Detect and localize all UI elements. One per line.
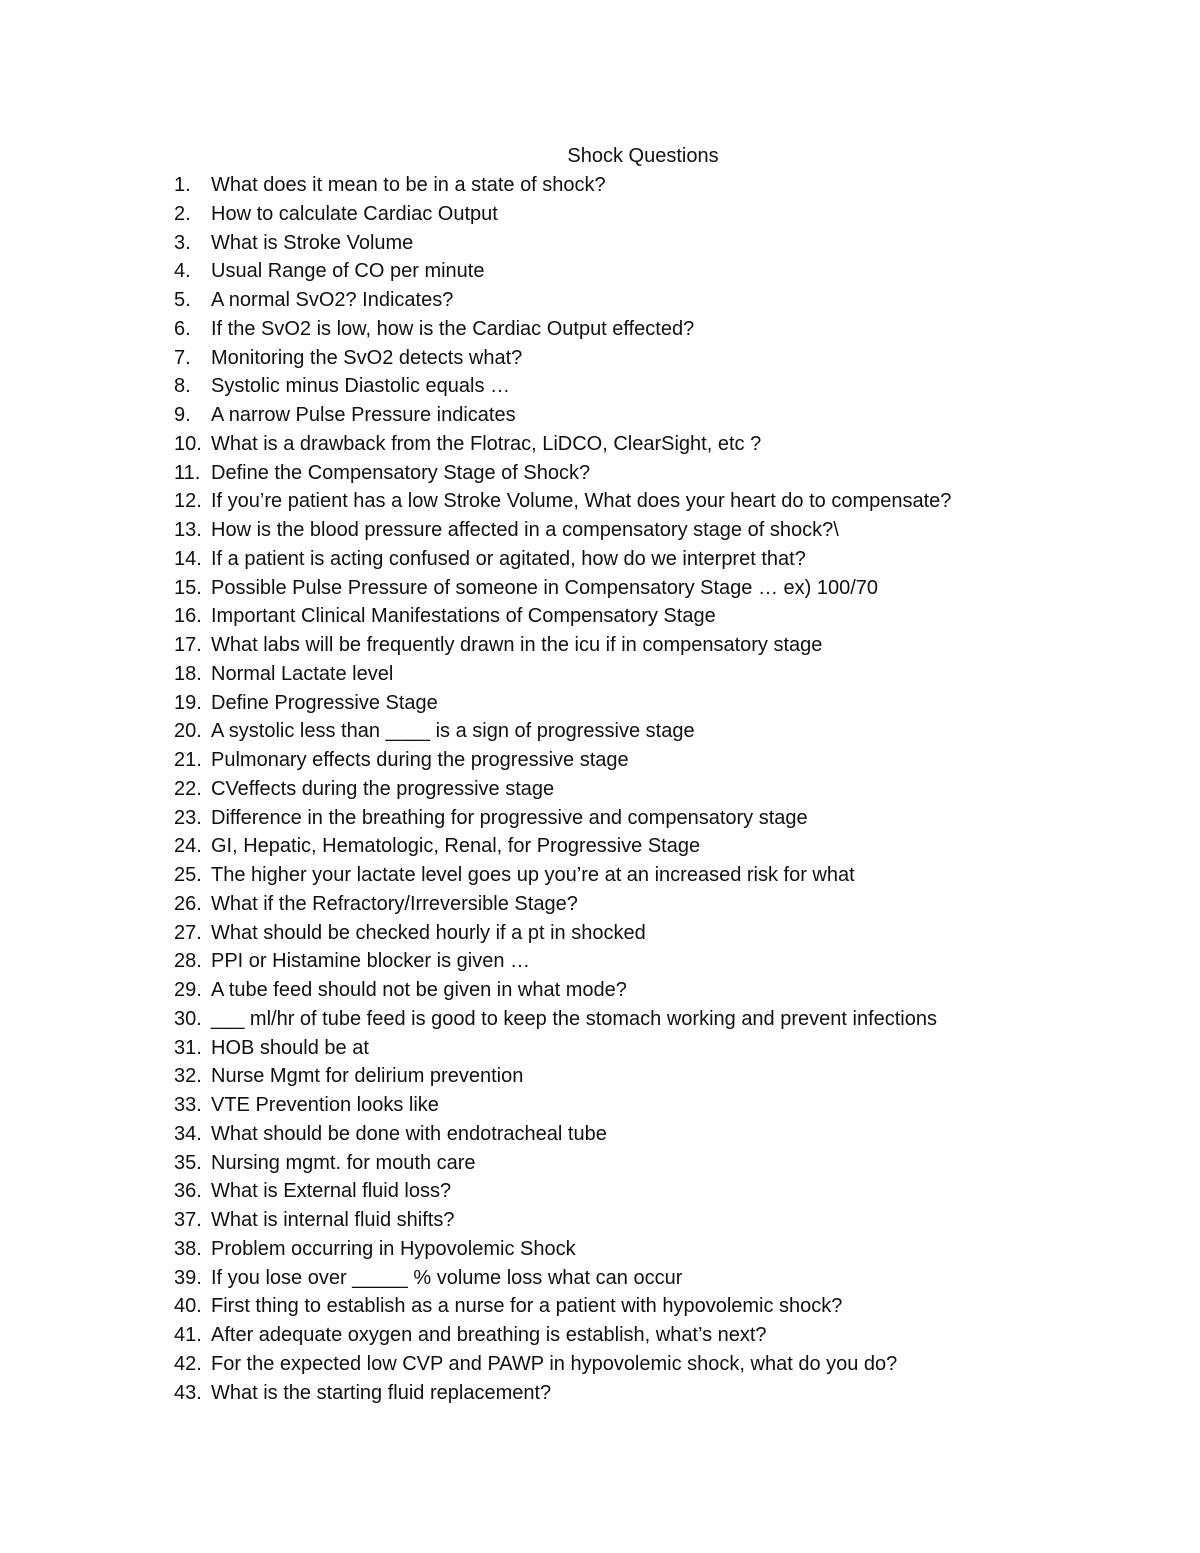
question-text: How is the blood pressure affected in a compensatory stage of shock?\ xyxy=(211,519,839,541)
question-text: Difference in the breathing for progressive and compensatory stage xyxy=(211,806,808,829)
question-item xyxy=(174,516,1174,545)
question-text: Possible Pulse Pressure of someone in Compensatory Stage … ex) 100/70 xyxy=(211,576,879,599)
question-item xyxy=(174,804,1174,833)
question-number: 36. xyxy=(174,1180,202,1203)
question-text: Important Clinical Manifestations of Compensatory Stage xyxy=(211,605,716,628)
question-item xyxy=(174,861,1174,890)
question-text: What labs will be frequently drawn in the icu if in compensatory stage xyxy=(211,634,823,656)
question-item xyxy=(174,1034,1174,1063)
question-text: Nursing mgmt. for mouth care xyxy=(211,1151,476,1174)
question-text: If you’re patient has a low Stroke Volume, What does your heart do to compensate? xyxy=(211,490,952,513)
question-item xyxy=(174,487,1174,516)
question-number: 12. xyxy=(174,490,202,513)
question-number: 26. xyxy=(174,892,202,915)
question-item xyxy=(174,229,1174,258)
question-number: 3. xyxy=(174,231,191,254)
question-text: After adequate oxygen and breathing is establish, what’s next? xyxy=(211,1324,767,1346)
question-number: 25. xyxy=(174,864,202,886)
question-number: 21. xyxy=(174,749,202,771)
question-number: 2. xyxy=(174,202,191,225)
question-number: 4. xyxy=(174,260,191,283)
question-item xyxy=(174,689,1174,718)
question-text: Pulmonary effects during the progressive stage xyxy=(211,749,629,771)
question-number: 14. xyxy=(174,547,202,570)
question-text: What should be done with endotracheal tube xyxy=(211,1122,607,1145)
question-item xyxy=(174,1005,1174,1034)
question-text: What is External fluid loss? xyxy=(211,1180,452,1203)
question-text: A tube feed should not be given in what mode? xyxy=(211,979,627,1001)
question-item xyxy=(174,430,1174,459)
question-text: Monitoring the SvO2 detects what? xyxy=(211,346,523,369)
question-number: 35. xyxy=(174,1151,202,1174)
question-item xyxy=(174,574,1174,603)
question-number: 17. xyxy=(174,634,202,656)
question-number: 7. xyxy=(174,346,191,369)
question-text: If the SvO2 is low, how is the Cardiac Output effected? xyxy=(211,317,695,340)
question-number: 30. xyxy=(174,1007,202,1030)
question-text: CVeffects during the progressive stage xyxy=(211,777,555,800)
question-text: What is a drawback from the Flotrac, LiDCO, ClearSight, etc ? xyxy=(211,432,762,455)
question-item xyxy=(174,1149,1174,1178)
question-item xyxy=(174,257,1174,286)
question-item xyxy=(174,545,1174,574)
question-item xyxy=(174,200,1174,229)
question-item xyxy=(174,344,1174,373)
question-item xyxy=(174,459,1174,488)
question-item xyxy=(174,660,1174,689)
question-text: Define the Compensatory Stage of Shock? xyxy=(211,461,591,484)
question-number: 38. xyxy=(174,1237,202,1260)
question-number: 9. xyxy=(174,404,191,426)
question-text: What is Stroke Volume xyxy=(211,231,414,254)
question-text: First thing to establish as a nurse for a patient with hypovolemic shock? xyxy=(211,1295,843,1318)
question-number: 29. xyxy=(174,979,202,1001)
question-item xyxy=(174,1379,1174,1408)
question-item xyxy=(174,1350,1174,1379)
question-text: HOB should be at xyxy=(211,1036,369,1059)
question-number: 34. xyxy=(174,1122,202,1145)
question-number: 15. xyxy=(174,576,202,599)
question-item xyxy=(174,631,1174,660)
question-number: 6. xyxy=(174,317,191,340)
question-number: 37. xyxy=(174,1209,202,1231)
question-item xyxy=(174,1264,1174,1293)
question-number: 32. xyxy=(174,1065,202,1088)
question-item xyxy=(174,1321,1174,1350)
question-text: Systolic minus Diastolic equals … xyxy=(211,375,510,398)
question-text: If a patient is acting confused or agitated, how do we interpret that? xyxy=(211,547,806,570)
question-text: VTE Prevention looks like xyxy=(211,1094,439,1116)
question-text: ___ ml/hr of tube feed is good to keep the stomach working and prevent infections xyxy=(211,1007,937,1030)
question-number: 28. xyxy=(174,950,202,973)
question-text: What should be checked hourly if a pt in shocked xyxy=(211,921,646,944)
page-title: Shock Questions xyxy=(567,145,719,167)
question-item xyxy=(174,1062,1174,1091)
question-item xyxy=(174,832,1174,861)
question-number: 13. xyxy=(174,519,202,541)
question-text: A normal SvO2? Indicates? xyxy=(211,289,454,311)
question-item xyxy=(174,286,1174,315)
question-number: 20. xyxy=(174,720,202,743)
question-number: 22. xyxy=(174,777,202,800)
question-text: Normal Lactate level xyxy=(211,662,394,685)
question-item xyxy=(174,890,1174,919)
question-text: Problem occurring in Hypovolemic Shock xyxy=(211,1237,576,1260)
question-item xyxy=(174,401,1174,430)
question-text: How to calculate Cardiac Output xyxy=(211,202,498,225)
question-item xyxy=(174,947,1174,976)
question-item xyxy=(174,717,1174,746)
question-text: If you lose over _____ % volume loss what can occur xyxy=(211,1266,683,1289)
question-number: 27. xyxy=(174,921,202,944)
question-item xyxy=(174,1177,1174,1206)
question-text: PPI or Histamine blocker is given … xyxy=(211,950,531,973)
question-number: 10. xyxy=(174,432,202,455)
question-number: 5. xyxy=(174,289,191,311)
question-number: 42. xyxy=(174,1352,202,1375)
question-number: 16. xyxy=(174,605,202,628)
question-text: The higher your lactate level goes up you’re at an increased risk for what xyxy=(211,864,855,886)
question-item xyxy=(174,775,1174,804)
question-number: 18. xyxy=(174,662,202,685)
question-number: 8. xyxy=(174,375,191,398)
question-text: What if the Refractory/Irreversible Stage? xyxy=(211,892,578,915)
question-text: A narrow Pulse Pressure indicates xyxy=(211,404,516,426)
question-text: What is internal fluid shifts? xyxy=(211,1209,455,1231)
question-number: 33. xyxy=(174,1094,202,1116)
question-item xyxy=(174,602,1174,631)
question-text: A systolic less than ____ is a sign of progressive stage xyxy=(211,720,695,743)
question-text: Usual Range of CO per minute xyxy=(211,260,485,283)
question-list xyxy=(174,171,1174,1407)
question-text: For the expected low CVP and PAWP in hypovolemic shock, what do you do? xyxy=(211,1352,898,1375)
question-number: 31. xyxy=(174,1036,202,1059)
question-item xyxy=(174,1292,1174,1321)
question-item xyxy=(174,746,1174,775)
question-number: 19. xyxy=(174,691,202,714)
question-item xyxy=(174,976,1174,1005)
question-item xyxy=(174,171,1174,200)
question-text: What does it mean to be in a state of shock? xyxy=(211,174,606,196)
question-item xyxy=(174,1091,1174,1120)
question-text: What is the starting fluid replacement? xyxy=(211,1381,552,1404)
question-number: 40. xyxy=(174,1295,202,1318)
question-item xyxy=(174,372,1174,401)
question-number: 24. xyxy=(174,835,202,858)
question-number: 41. xyxy=(174,1324,202,1346)
question-text: Nurse Mgmt for delirium prevention xyxy=(211,1065,524,1088)
question-number: 23. xyxy=(174,806,202,829)
question-number: 11. xyxy=(174,461,201,484)
question-item xyxy=(174,1206,1174,1235)
question-text: GI, Hepatic, Hematologic, Renal, for Progressive Stage xyxy=(211,835,701,858)
question-number: 39. xyxy=(174,1266,202,1289)
question-item xyxy=(174,315,1174,344)
question-number: 43. xyxy=(174,1381,202,1404)
question-item xyxy=(174,1235,1174,1264)
question-item xyxy=(174,1120,1174,1149)
question-item xyxy=(174,919,1174,948)
question-number: 1. xyxy=(174,174,191,196)
question-text: Define Progressive Stage xyxy=(211,691,438,714)
